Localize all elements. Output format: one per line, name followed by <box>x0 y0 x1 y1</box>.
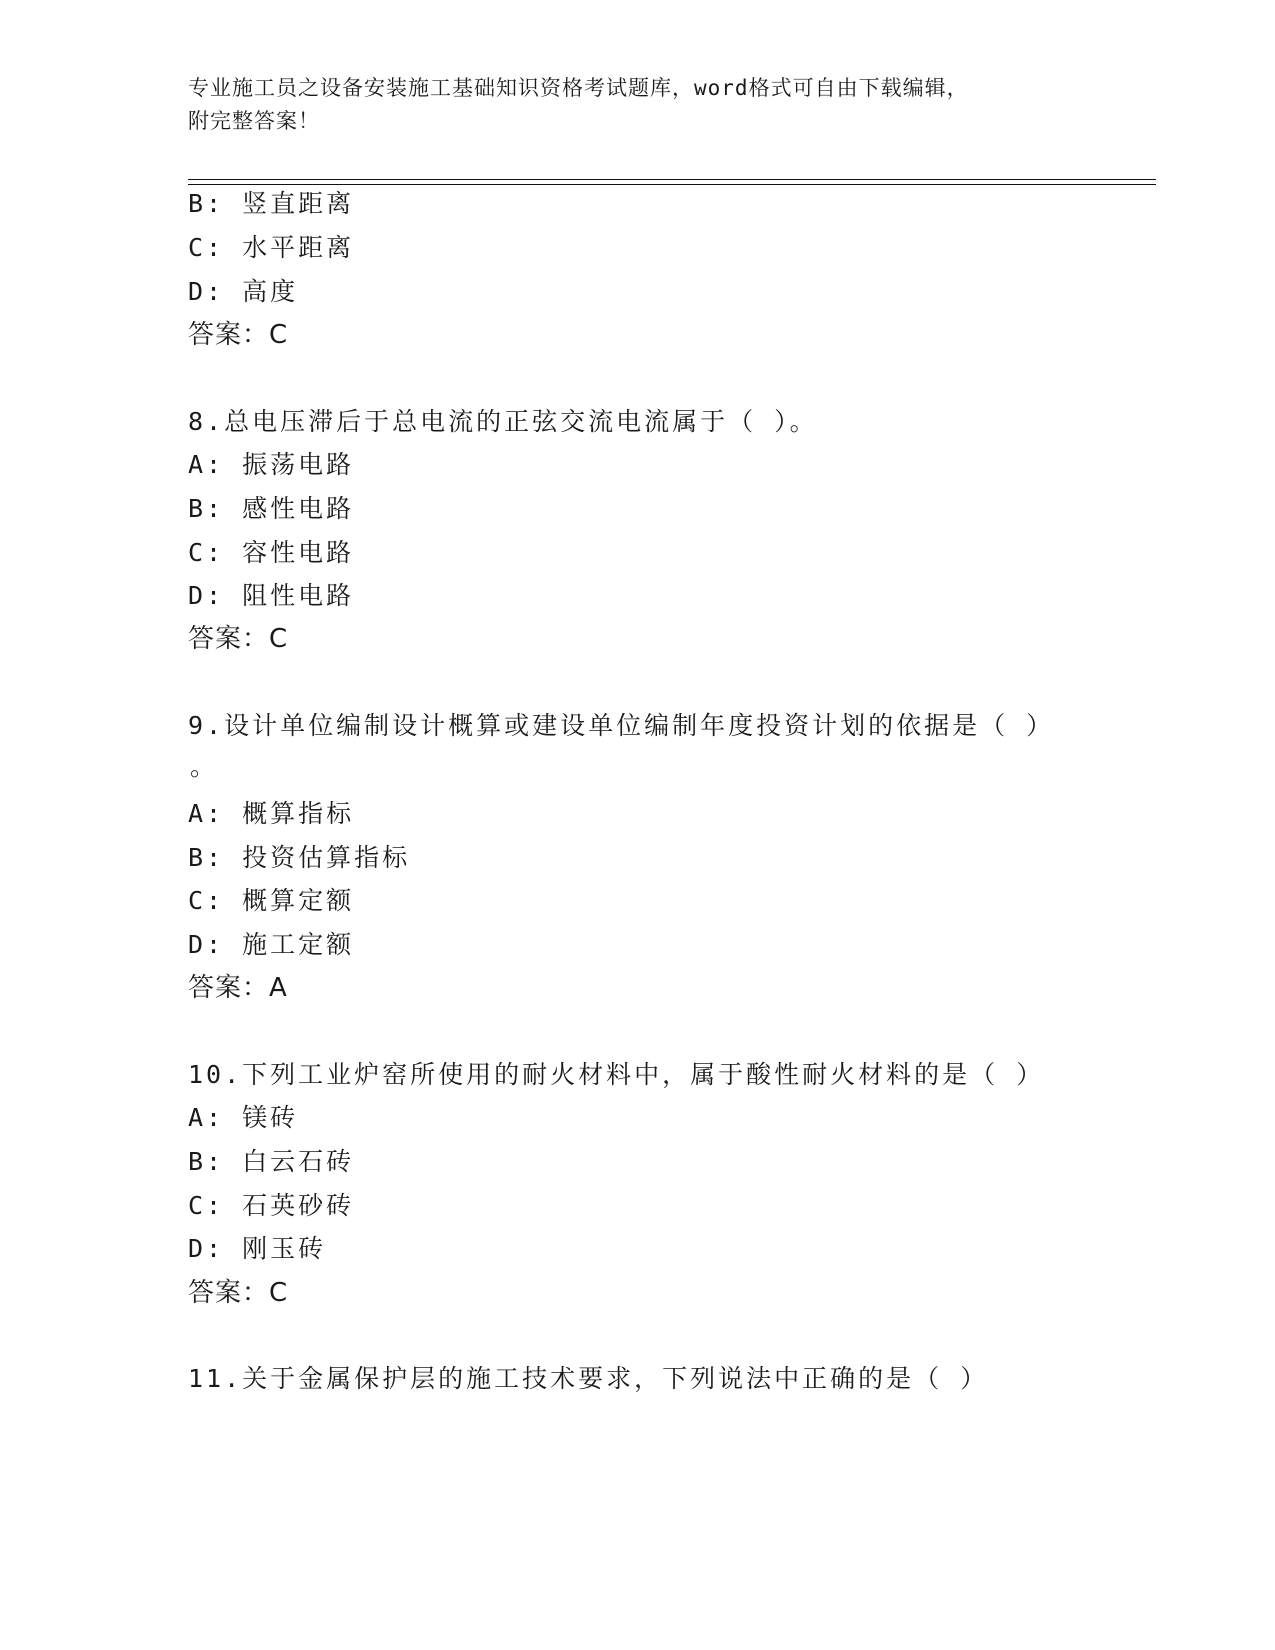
q10-option-c: C: 石英砂砖 <box>188 1191 355 1220</box>
q8-answer: 答案：C <box>188 624 289 654</box>
q10-option-a: A: 镁砖 <box>188 1103 299 1132</box>
q9-stem-end: 。 <box>190 752 216 781</box>
q11-stem: 11.关于金属保护层的施工技术要求，下列说法中正确的是（ ） <box>188 1364 989 1393</box>
q7-answer: 答案：C <box>188 320 289 350</box>
q9-stem: 9.设计单位编制设计概算或建设单位编制年度投资计划的依据是（ ） <box>188 711 1055 740</box>
header-line-2: 附完整答案！ <box>188 109 320 133</box>
header-divider-top <box>188 179 1156 180</box>
q9-answer: 答案：A <box>188 973 288 1003</box>
q9-option-d: D: 施工定额 <box>188 930 355 959</box>
q7-option-c: C: 水平距离 <box>188 233 355 262</box>
q10-answer: 答案：C <box>188 1278 289 1308</box>
q9-option-b: B: 投资估算指标 <box>188 843 411 872</box>
q8-option-a: A: 振荡电路 <box>188 450 355 479</box>
q7-option-d: D: 高度 <box>188 277 299 306</box>
q9-option-a: A: 概算指标 <box>188 799 355 828</box>
q9-option-c: C: 概算定额 <box>188 886 355 915</box>
q8-option-b: B: 感性电路 <box>188 494 355 523</box>
header-divider-bottom <box>188 184 1156 185</box>
q8-option-c: C: 容性电路 <box>188 538 355 567</box>
header-line-1: 专业施工员之设备安装施工基础知识资格考试题库，word格式可自由下载编辑， <box>188 76 969 100</box>
q7-option-b: B: 竖直距离 <box>188 189 355 218</box>
q10-stem: 10.下列工业炉窑所使用的耐火材料中，属于酸性耐火材料的是（ ） <box>188 1060 1045 1089</box>
q8-stem: 8.总电压滞后于总电流的正弦交流电流属于（ ）。 <box>188 407 818 436</box>
q10-option-b: B: 白云石砖 <box>188 1147 355 1176</box>
q8-option-d: D: 阻性电路 <box>188 581 355 610</box>
document-header <box>188 72 1088 138</box>
q10-option-d: D: 刚玉砖 <box>188 1234 327 1263</box>
